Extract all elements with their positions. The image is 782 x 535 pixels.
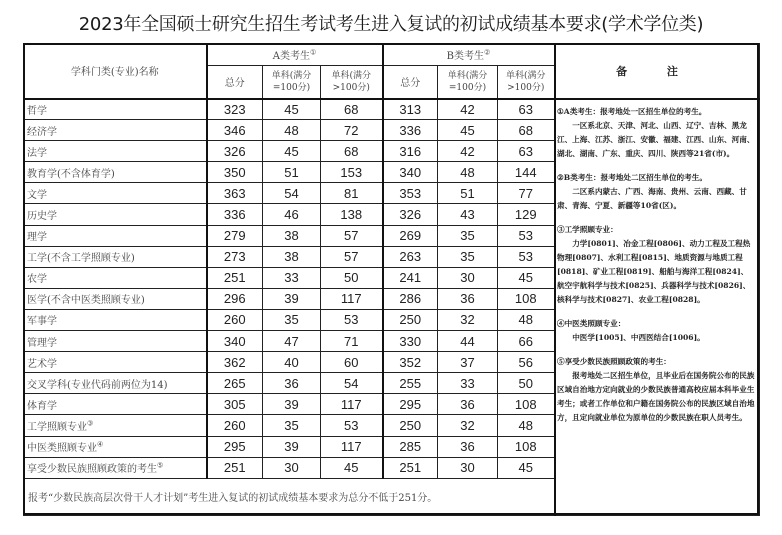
b-sgt-cell: 50 bbox=[498, 373, 555, 394]
subject-name: 文学 bbox=[24, 183, 207, 204]
a-s100-cell: 33 bbox=[263, 267, 321, 288]
b-sgt-cell: 53 bbox=[498, 225, 555, 246]
b-s100-cell: 43 bbox=[438, 204, 498, 225]
b-total-cell: 353 bbox=[383, 183, 438, 204]
a-total-cell: 323 bbox=[207, 99, 263, 120]
a-total-cell: 295 bbox=[207, 436, 263, 457]
a-total-cell: 326 bbox=[207, 141, 263, 162]
a-total-cell: 363 bbox=[207, 183, 263, 204]
b-single-gt100-header: 单科(满分 >100分) bbox=[498, 66, 555, 99]
a-s100-cell: 36 bbox=[263, 373, 321, 394]
a-sgt-cell: 57 bbox=[321, 246, 383, 267]
b-sgt-cell: 77 bbox=[498, 183, 555, 204]
b-total-cell: 330 bbox=[383, 331, 438, 352]
b-total-header: 总分 bbox=[383, 66, 438, 99]
a-s100-cell: 39 bbox=[263, 436, 321, 457]
a-total-cell: 346 bbox=[207, 120, 263, 141]
a-s100-cell: 47 bbox=[263, 331, 321, 352]
a-total-cell: 340 bbox=[207, 331, 263, 352]
subject-name: 艺术学 bbox=[24, 352, 207, 373]
a-s100-cell: 39 bbox=[263, 288, 321, 309]
b-s100-cell: 36 bbox=[438, 394, 498, 415]
group-a-header: A类考生① bbox=[207, 44, 383, 66]
a-sgt-cell: 71 bbox=[321, 331, 383, 352]
b-total-cell: 255 bbox=[383, 373, 438, 394]
a-sgt-cell: 138 bbox=[321, 204, 383, 225]
b-total-cell: 316 bbox=[383, 141, 438, 162]
b-total-cell: 263 bbox=[383, 246, 438, 267]
b-sgt-cell: 129 bbox=[498, 204, 555, 225]
b-sgt-cell: 56 bbox=[498, 352, 555, 373]
b-total-cell: 241 bbox=[383, 267, 438, 288]
b-s100-cell: 36 bbox=[438, 436, 498, 457]
note-heading: ③工学照顾专业： bbox=[557, 225, 618, 234]
a-s100-cell: 45 bbox=[263, 141, 321, 162]
subject-name: 享受少数民族照顾政策的考生⑤ bbox=[24, 457, 207, 478]
b-s100-cell: 51 bbox=[438, 183, 498, 204]
b-total-cell: 269 bbox=[383, 225, 438, 246]
a-sgt-cell: 54 bbox=[321, 373, 383, 394]
b-s100-cell: 37 bbox=[438, 352, 498, 373]
a-s100-cell: 35 bbox=[263, 309, 321, 330]
b-sgt-cell: 63 bbox=[498, 141, 555, 162]
subject-name: 经济学 bbox=[24, 120, 207, 141]
b-total-cell: 340 bbox=[383, 162, 438, 183]
note-body: 力学[0801]、冶金工程[0806]、动力工程及工程热物理[0807]、水利工程[0815]、地质资源与地质工程[0818]、矿业工程[0819]、船舶与海洋工程[0824]、航空宇航科学与技术[0825]、兵器科学与技术[0826]、核科学与技术[0827]、农业工程[0828]。 bbox=[557, 239, 751, 304]
b-sgt-cell: 108 bbox=[498, 436, 555, 457]
b-s100-cell: 30 bbox=[438, 267, 498, 288]
b-s100-cell: 32 bbox=[438, 309, 498, 330]
subject-name: 中医类照顾专业④ bbox=[24, 436, 207, 457]
b-s100-cell: 32 bbox=[438, 415, 498, 436]
b-sgt-cell: 108 bbox=[498, 394, 555, 415]
note-body: 二区系内蒙古、广西、海南、贵州、云南、西藏、甘肃、青海、宁夏、新疆等10省(区)。 bbox=[557, 187, 747, 210]
b-sgt-cell: 53 bbox=[498, 246, 555, 267]
b-s100-cell: 35 bbox=[438, 246, 498, 267]
b-sgt-cell: 108 bbox=[498, 288, 555, 309]
note-body: 中医学[1005]、中西医结合[1006]。 bbox=[572, 333, 705, 342]
a-sgt-cell: 53 bbox=[321, 415, 383, 436]
a-total-cell: 251 bbox=[207, 457, 263, 478]
a-sgt-cell: 53 bbox=[321, 309, 383, 330]
b-s100-cell: 30 bbox=[438, 457, 498, 478]
a-sgt-cell: 153 bbox=[321, 162, 383, 183]
subject-name: 哲学 bbox=[24, 99, 207, 120]
table-outer-border bbox=[23, 43, 759, 515]
subject-name: 管理学 bbox=[24, 331, 207, 352]
subject-column-header: 学科门类(专业)名称 bbox=[24, 44, 207, 99]
b-s100-cell: 42 bbox=[438, 141, 498, 162]
b-total-cell: 250 bbox=[383, 415, 438, 436]
subject-name: 工学(不含工学照顾专业) bbox=[24, 246, 207, 267]
b-sgt-cell: 48 bbox=[498, 309, 555, 330]
b-total-cell: 326 bbox=[383, 204, 438, 225]
b-s100-cell: 45 bbox=[438, 120, 498, 141]
a-sgt-cell: 45 bbox=[321, 457, 383, 478]
a-s100-cell: 35 bbox=[263, 415, 321, 436]
note-heading: ②B类考生：报考地处二区招生单位的考生。 bbox=[557, 173, 707, 182]
a-s100-cell: 39 bbox=[263, 394, 321, 415]
b-s100-cell: 48 bbox=[438, 162, 498, 183]
b-total-cell: 286 bbox=[383, 288, 438, 309]
notes-header: 备 注 bbox=[616, 65, 696, 78]
a-s100-cell: 48 bbox=[263, 120, 321, 141]
a-single-gt100-header: 单科(满分 >100分) bbox=[321, 66, 383, 99]
note-heading: ⑤享受少数民族照顾政策的考生： bbox=[557, 357, 671, 366]
a-sgt-cell: 72 bbox=[321, 120, 383, 141]
a-single-le100-header: 单科(满分 =100分) bbox=[263, 66, 321, 99]
a-s100-cell: 40 bbox=[263, 352, 321, 373]
subject-name: 农学 bbox=[24, 267, 207, 288]
b-total-cell: 251 bbox=[383, 457, 438, 478]
b-sgt-cell: 66 bbox=[498, 331, 555, 352]
a-total-cell: 265 bbox=[207, 373, 263, 394]
b-total-cell: 352 bbox=[383, 352, 438, 373]
a-total-header: 总分 bbox=[207, 66, 263, 99]
a-total-cell: 296 bbox=[207, 288, 263, 309]
a-s100-cell: 46 bbox=[263, 204, 321, 225]
a-sgt-cell: 68 bbox=[321, 99, 383, 120]
a-total-cell: 350 bbox=[207, 162, 263, 183]
b-sgt-cell: 48 bbox=[498, 415, 555, 436]
a-total-cell: 305 bbox=[207, 394, 263, 415]
subject-name: 工学照顾专业③ bbox=[24, 415, 207, 436]
b-s100-cell: 33 bbox=[438, 373, 498, 394]
b-s100-cell: 44 bbox=[438, 331, 498, 352]
note-heading: ④中医类照顾专业： bbox=[557, 319, 626, 328]
a-total-cell: 336 bbox=[207, 204, 263, 225]
group-b-header: B类考生② bbox=[383, 44, 555, 66]
b-total-cell: 250 bbox=[383, 309, 438, 330]
note-heading: ①A类考生：报考地处一区招生单位的考生。 bbox=[557, 107, 707, 116]
b-sgt-cell: 68 bbox=[498, 120, 555, 141]
b-sgt-cell: 45 bbox=[498, 267, 555, 288]
subject-name: 医学(不含中医类照顾专业) bbox=[24, 288, 207, 309]
a-total-cell: 273 bbox=[207, 246, 263, 267]
b-s100-cell: 42 bbox=[438, 99, 498, 120]
a-sgt-cell: 50 bbox=[321, 267, 383, 288]
b-sgt-cell: 144 bbox=[498, 162, 555, 183]
subject-name: 体育学 bbox=[24, 394, 207, 415]
a-total-cell: 251 bbox=[207, 267, 263, 288]
a-s100-cell: 30 bbox=[263, 457, 321, 478]
footer-note: 报考“少数民族高层次骨干人才计划”考生进入复试的初试成绩基本要求为总分不低于251分。 bbox=[24, 478, 555, 515]
subject-name: 历史学 bbox=[24, 204, 207, 225]
b-total-cell: 285 bbox=[383, 436, 438, 457]
b-sgt-cell: 45 bbox=[498, 457, 555, 478]
b-total-cell: 336 bbox=[383, 120, 438, 141]
b-total-cell: 295 bbox=[383, 394, 438, 415]
page-title: 2023年全国硕士研究生招生考试考生进入复试的初试成绩基本要求(学术学位类) bbox=[78, 14, 704, 35]
a-sgt-cell: 68 bbox=[321, 141, 383, 162]
a-total-cell: 279 bbox=[207, 225, 263, 246]
subject-name: 理学 bbox=[24, 225, 207, 246]
a-s100-cell: 38 bbox=[263, 225, 321, 246]
a-sgt-cell: 117 bbox=[321, 394, 383, 415]
subject-name: 军事学 bbox=[24, 309, 207, 330]
subject-name: 教育学(不含体育学) bbox=[24, 162, 207, 183]
a-total-cell: 260 bbox=[207, 309, 263, 330]
a-total-cell: 362 bbox=[207, 352, 263, 373]
note-body: 一区系北京、天津、河北、山西、辽宁、吉林、黑龙江、上海、江苏、浙江、安徽、福建、江西、山东、河南、湖北、湖南、广东、重庆、四川、陕西等21省(市)。 bbox=[557, 121, 755, 158]
subject-name: 交叉学科(专业代码前两位为14) bbox=[24, 373, 207, 394]
b-single-le100-header: 单科(满分 =100分) bbox=[438, 66, 498, 99]
a-sgt-cell: 117 bbox=[321, 436, 383, 457]
a-s100-cell: 38 bbox=[263, 246, 321, 267]
subject-name: 法学 bbox=[24, 141, 207, 162]
a-sgt-cell: 117 bbox=[321, 288, 383, 309]
a-sgt-cell: 57 bbox=[321, 225, 383, 246]
b-sgt-cell: 63 bbox=[498, 99, 555, 120]
note-body: 报考地处二区招生单位，且毕业后在国务院公布的民族区域自治地方定向就业的少数民族普通高校应届本科毕业生考生；或者工作单位和户籍在国务院公布的民族区域自治地方，且定向就业单位为原单位的少数民族在职人员考生。 bbox=[557, 371, 755, 422]
a-s100-cell: 54 bbox=[263, 183, 321, 204]
a-s100-cell: 45 bbox=[263, 99, 321, 120]
a-sgt-cell: 60 bbox=[321, 352, 383, 373]
a-s100-cell: 51 bbox=[263, 162, 321, 183]
a-total-cell: 260 bbox=[207, 415, 263, 436]
a-sgt-cell: 81 bbox=[321, 183, 383, 204]
b-s100-cell: 36 bbox=[438, 288, 498, 309]
b-s100-cell: 35 bbox=[438, 225, 498, 246]
b-total-cell: 313 bbox=[383, 99, 438, 120]
